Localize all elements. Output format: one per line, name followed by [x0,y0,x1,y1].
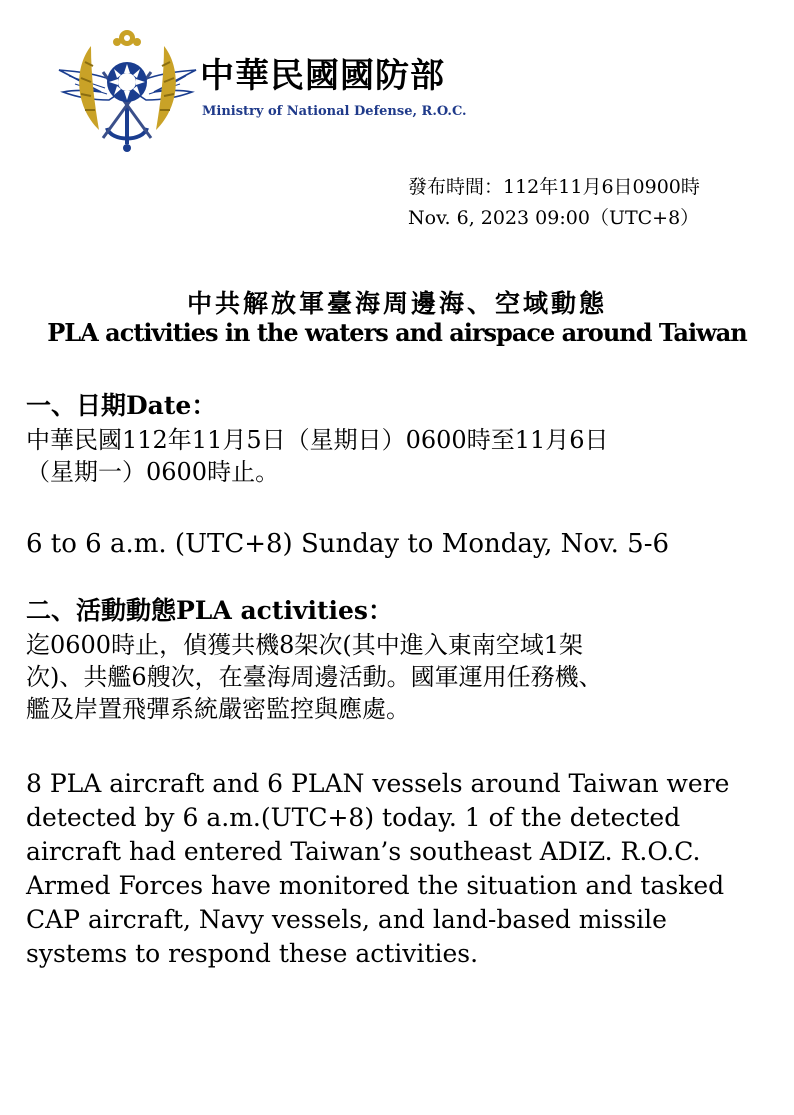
text-line: 艦及岸置飛彈系統嚴密監控與應處。 [26,695,410,723]
release-time-chinese: 發布時間：112年11月6日0900時 [408,176,700,198]
release-time-english: Nov. 6, 2023 09:00（UTC+8） [408,207,700,229]
section-date-english: 6 to 6 a.m. (UTC+8) Sunday to Monday, Nov. 5-6 [26,529,670,559]
section-date-chinese [26,424,609,488]
org-name-english: Ministry of National Defense, R.O.C. [202,104,467,119]
section-activities-heading: 二、活動動態PLA activities： [26,596,393,625]
document-title-english: PLA activities in the waters and airspace around Taiwan [47,318,747,347]
org-name-chinese: 中華民國國防部 [200,56,445,96]
text-line: systems to respond these activities. [26,939,479,968]
text-line: 次)、共艦6艘次，在臺海周邊活動。國軍運用任務機、 [26,663,603,691]
section-date-heading: 一、日期Date： [26,391,217,420]
mnd-emblem-logo [55,26,200,156]
text-line: 迄0600時止，偵獲共機8架次(其中進入東南空域1架 [26,631,583,659]
section-activities-english [26,767,729,971]
text-line: （星期一）0600時止。 [26,458,280,486]
release-time [408,172,700,234]
text-line: Armed Forces have monitored the situation and tasked [26,871,725,900]
document-title-chinese: 中共解放軍臺海周邊海、空域動態 [186,289,607,318]
text-line: detected by 6 a.m.(UTC+8) today. 1 of the detected [26,803,681,832]
section-activities-chinese [26,629,603,725]
text-line: 8 PLA aircraft and 6 PLAN vessels around Taiwan were [26,769,730,798]
text-line: CAP aircraft, Navy vessels, and land-based missile [26,905,667,934]
text-line: aircraft had entered Taiwan’s southeast ADIZ. R.O.C. [26,837,701,866]
text-line: 中華民國112年11月5日（星期日）0600時至11月6日 [26,426,609,454]
